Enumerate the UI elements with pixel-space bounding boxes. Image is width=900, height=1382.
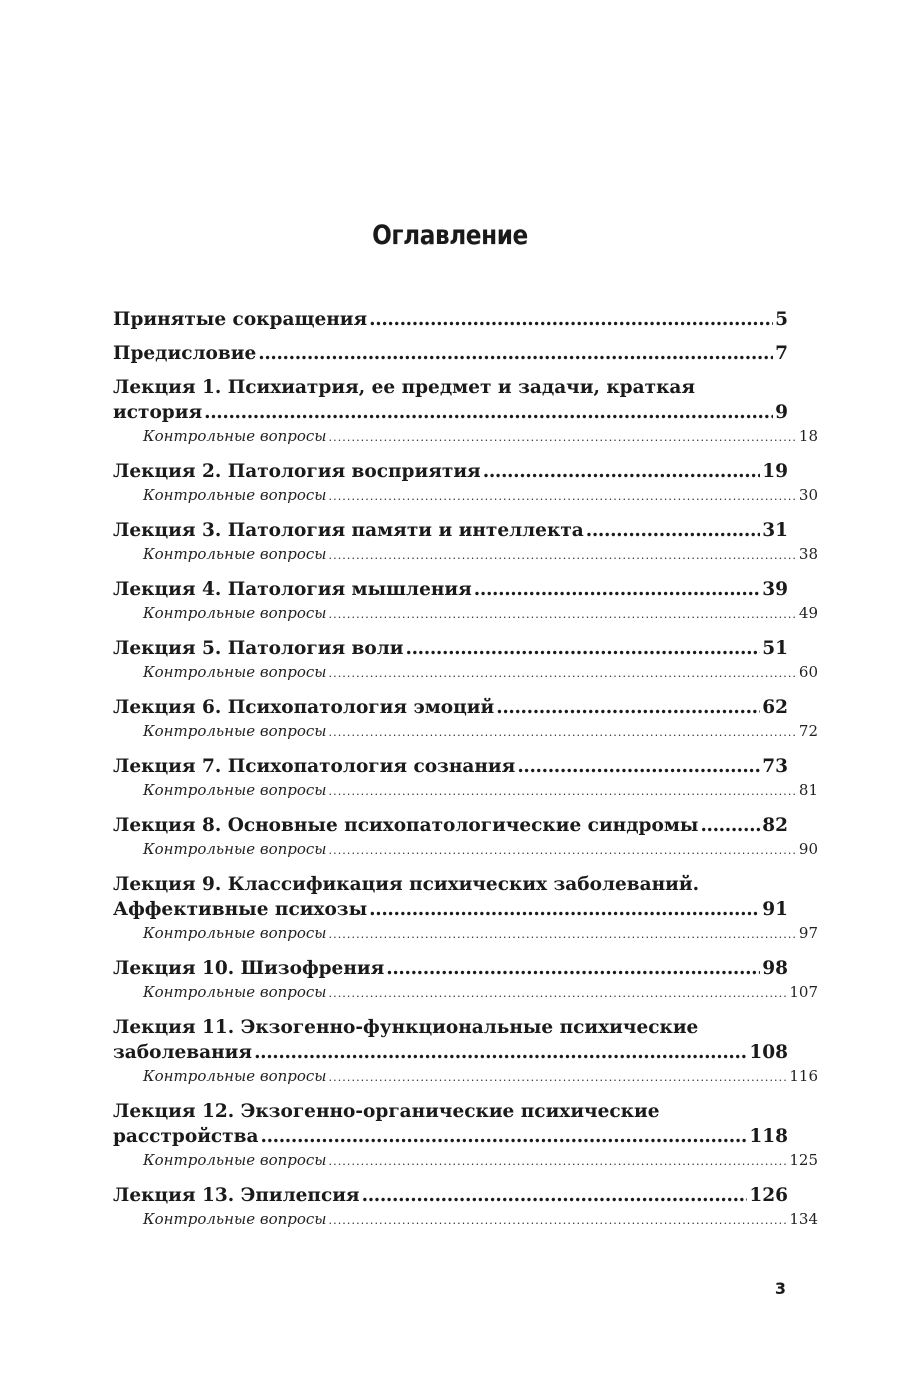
toc-entry-title: Лекция 7. Психопатология сознания bbox=[113, 756, 516, 777]
toc-subentry[interactable] bbox=[113, 922, 818, 946]
page-title: Оглавление bbox=[372, 220, 528, 251]
toc-entry[interactable] bbox=[113, 375, 818, 449]
toc-entry-line bbox=[113, 518, 788, 543]
dot-leader bbox=[369, 307, 773, 332]
toc-subentry-title: Контрольные вопросы bbox=[143, 663, 327, 681]
toc-entry-title: история bbox=[113, 402, 203, 423]
toc-subentry-title: Контрольные вопросы bbox=[143, 924, 327, 942]
toc-subentry-page: 116 bbox=[789, 1067, 818, 1085]
toc-entry[interactable] bbox=[113, 341, 788, 366]
toc-entry-page: 9 bbox=[775, 402, 788, 423]
toc-entry-line bbox=[113, 636, 788, 661]
dot-leader bbox=[258, 341, 773, 366]
dot-leader bbox=[260, 1124, 747, 1149]
dot-leader bbox=[329, 720, 797, 744]
toc-entry-page: 62 bbox=[762, 697, 788, 718]
toc-entry[interactable] bbox=[113, 695, 818, 744]
dot-leader bbox=[369, 897, 760, 922]
dot-leader bbox=[254, 1040, 747, 1065]
toc-entry-page: 51 bbox=[762, 638, 788, 659]
dot-leader bbox=[496, 695, 760, 720]
toc-entry-title: заболевания bbox=[113, 1042, 253, 1063]
toc-subentry[interactable] bbox=[113, 1208, 818, 1232]
toc-entry-page: 108 bbox=[749, 1042, 788, 1063]
toc-subentry-page: 49 bbox=[798, 604, 818, 622]
toc-entry-title: Лекция 2. Патология восприятия bbox=[113, 461, 481, 482]
toc-entry-title: Аффективные психозы bbox=[113, 899, 368, 920]
toc-entry-line bbox=[113, 813, 788, 838]
dot-leader bbox=[329, 981, 788, 1005]
dot-leader bbox=[362, 1183, 748, 1208]
toc-entry-line bbox=[113, 577, 788, 602]
dot-leader bbox=[329, 922, 797, 946]
dot-leader bbox=[517, 754, 760, 779]
toc-subentry[interactable] bbox=[113, 838, 818, 862]
toc-subentry[interactable] bbox=[113, 1149, 818, 1173]
dot-leader bbox=[586, 518, 760, 543]
dot-leader bbox=[474, 577, 760, 602]
toc-entry-title-first-line: Лекция 11. Экзогенно-функциональные психические bbox=[113, 1017, 699, 1038]
dot-leader bbox=[329, 602, 797, 626]
toc-entry-title: Лекция 10. Шизофрения bbox=[113, 958, 385, 979]
dot-leader bbox=[329, 661, 797, 685]
toc-entry-page: 91 bbox=[762, 899, 788, 920]
toc-subentry[interactable] bbox=[113, 981, 818, 1005]
toc-subentry-title: Контрольные вопросы bbox=[143, 604, 327, 622]
toc-subentry-title: Контрольные вопросы bbox=[143, 486, 327, 504]
toc-entry[interactable] bbox=[113, 577, 818, 626]
toc-subentry-page: 72 bbox=[798, 722, 818, 740]
toc-entry[interactable] bbox=[113, 1015, 818, 1089]
toc-subentry-title: Контрольные вопросы bbox=[143, 427, 327, 445]
toc-entry[interactable] bbox=[113, 813, 818, 862]
toc-entry[interactable] bbox=[113, 754, 818, 803]
toc-entry-line bbox=[113, 1124, 788, 1149]
toc-subentry-title: Контрольные вопросы bbox=[143, 840, 327, 858]
toc-subentry-title: Контрольные вопросы bbox=[143, 781, 327, 799]
toc-subentry-page: 18 bbox=[798, 427, 818, 445]
toc-entry[interactable] bbox=[113, 518, 818, 567]
toc-entry-title-first-line: Лекция 12. Экзогенно-органические психические bbox=[113, 1101, 660, 1122]
toc-subentry-page: 134 bbox=[789, 1210, 818, 1228]
toc-subentry-title: Контрольные вопросы bbox=[143, 983, 327, 1001]
toc-entry[interactable] bbox=[113, 307, 788, 332]
toc-entry-page: 31 bbox=[762, 520, 788, 541]
toc-entry-title: Лекция 5. Патология воли bbox=[113, 638, 404, 659]
toc-subentry[interactable] bbox=[113, 425, 818, 449]
toc-entry-line bbox=[113, 754, 788, 779]
toc-subentry[interactable] bbox=[113, 1065, 818, 1089]
toc-entry-page: 19 bbox=[762, 461, 788, 482]
toc-entry-title: Лекция 4. Патология мышления bbox=[113, 579, 472, 600]
toc-entry-line bbox=[113, 307, 788, 332]
dot-leader bbox=[329, 838, 797, 862]
toc-subentry-page: 38 bbox=[798, 545, 818, 563]
toc-subentry-page: 30 bbox=[798, 486, 818, 504]
toc-subentry-title: Контрольные вопросы bbox=[143, 1067, 327, 1085]
toc-entry-line bbox=[113, 1183, 788, 1208]
toc-entry-page: 118 bbox=[749, 1126, 788, 1147]
toc-entry-line bbox=[113, 1040, 788, 1065]
toc-entry[interactable] bbox=[113, 459, 818, 508]
toc-subentry[interactable] bbox=[113, 484, 818, 508]
toc-entry-title: Лекция 6. Психопатология эмоций bbox=[113, 697, 495, 718]
toc-subentry[interactable] bbox=[113, 661, 818, 685]
toc-subentry-page: 60 bbox=[798, 663, 818, 681]
toc-entry-page: 126 bbox=[749, 1185, 788, 1206]
toc-entry-title: Лекция 13. Эпилепсия bbox=[113, 1185, 360, 1206]
toc-subentry-title: Контрольные вопросы bbox=[143, 1151, 327, 1169]
toc-subentry-title: Контрольные вопросы bbox=[143, 722, 327, 740]
toc-entry[interactable] bbox=[113, 956, 818, 1005]
toc-entry-page: 98 bbox=[762, 958, 788, 979]
toc-entry-page: 7 bbox=[775, 343, 788, 364]
toc-subentry-title: Контрольные вопросы bbox=[143, 1210, 327, 1228]
toc-subentry[interactable] bbox=[113, 720, 818, 744]
toc-entry[interactable] bbox=[113, 1099, 818, 1173]
dot-leader bbox=[329, 1065, 788, 1089]
dot-leader bbox=[204, 400, 773, 425]
toc-entry-title: Принятые сокращения bbox=[113, 309, 368, 330]
toc-entry-title: Лекция 3. Патология памяти и интеллекта bbox=[113, 520, 584, 541]
dot-leader bbox=[329, 1149, 788, 1173]
toc-entry-line bbox=[113, 897, 788, 922]
toc-entry[interactable] bbox=[113, 872, 818, 946]
toc-entry-title: Лекция 8. Основные психопатологические синдромы bbox=[113, 815, 699, 836]
dot-leader bbox=[700, 813, 760, 838]
dot-leader bbox=[329, 779, 797, 803]
toc-entry-line bbox=[113, 459, 788, 484]
page-number: 3 bbox=[774, 1279, 786, 1298]
toc-entry-title-first-line: Лекция 9. Классификация психических заболеваний. bbox=[113, 874, 700, 895]
toc-entry-line bbox=[113, 695, 788, 720]
dot-leader bbox=[386, 956, 760, 981]
toc-entry-title: расстройства bbox=[113, 1126, 259, 1147]
toc-subentry-page: 107 bbox=[789, 983, 818, 1001]
dot-leader bbox=[329, 425, 797, 449]
dot-leader bbox=[329, 1208, 788, 1232]
toc-entry-line bbox=[113, 400, 788, 425]
toc-subentry-page: 90 bbox=[798, 840, 818, 858]
toc-subentry-page: 97 bbox=[798, 924, 818, 942]
toc-subentry-page: 81 bbox=[798, 781, 818, 799]
toc-subentry-title: Контрольные вопросы bbox=[143, 545, 327, 563]
dot-leader bbox=[329, 484, 797, 508]
toc-entry-page: 5 bbox=[775, 309, 788, 330]
toc-entry-page: 39 bbox=[762, 579, 788, 600]
dot-leader bbox=[483, 459, 761, 484]
toc-entry-page: 82 bbox=[762, 815, 788, 836]
toc-subentry[interactable] bbox=[113, 543, 818, 567]
toc-entry[interactable] bbox=[113, 636, 818, 685]
toc-entry-title-first-line: Лекция 1. Психиатрия, ее предмет и задачи, краткая bbox=[113, 377, 696, 398]
toc-subentry-page: 125 bbox=[789, 1151, 818, 1169]
toc-entry-line bbox=[113, 341, 788, 366]
toc-entry[interactable] bbox=[113, 1183, 818, 1232]
toc-entry-page: 73 bbox=[762, 756, 788, 777]
table-of-contents bbox=[113, 307, 818, 1242]
dot-leader bbox=[329, 543, 797, 567]
toc-subentry[interactable] bbox=[113, 779, 818, 803]
toc-subentry[interactable] bbox=[113, 602, 818, 626]
toc-entry-title: Предисловие bbox=[113, 343, 257, 364]
toc-entry-line bbox=[113, 956, 788, 981]
dot-leader bbox=[406, 636, 761, 661]
